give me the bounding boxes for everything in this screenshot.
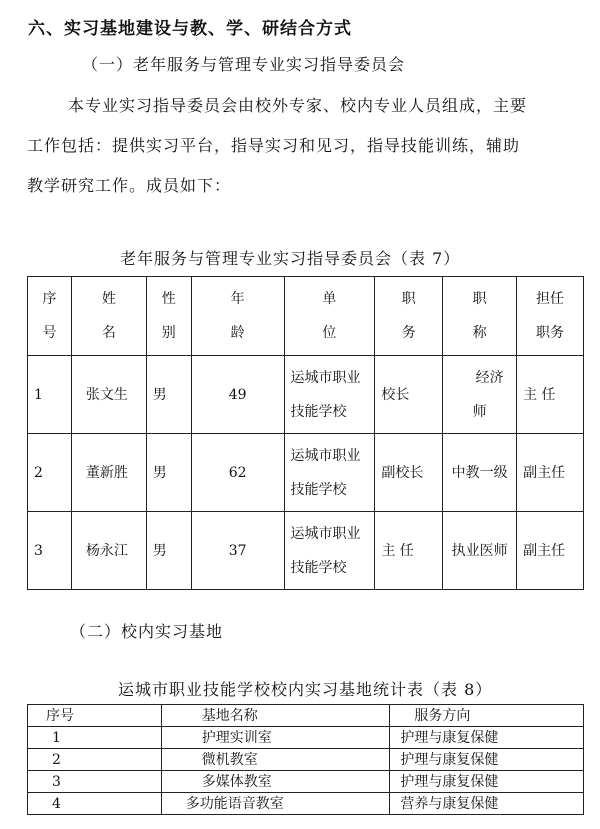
- cell-duty: 校长: [375, 356, 443, 434]
- cell-duty: 主 任: [375, 512, 443, 590]
- paragraph-line: 本专业实习指导委员会由校外专家、校内专业人员组成，主要: [68, 96, 528, 115]
- cell-name: 多媒体教室: [161, 771, 390, 793]
- cell-name: 微机教室: [161, 749, 390, 771]
- cell-direction: 护理与康复保健: [390, 749, 584, 771]
- cell-no: 2: [28, 749, 162, 771]
- header-cell: 担任 职务: [517, 277, 584, 356]
- bases-table: [27, 704, 584, 815]
- cell-unit: 运城市职业 技能学校: [284, 356, 375, 434]
- cell-title: 经济 师: [443, 356, 517, 434]
- cell-role: 主 任: [517, 356, 584, 434]
- table7-caption: 老年服务与管理专业实习指导委员会（表 7）: [120, 249, 461, 268]
- table-header-row: [28, 277, 584, 356]
- cell-name: 董新胜: [71, 434, 146, 512]
- cell-no: 3: [28, 771, 162, 793]
- table-row: [28, 727, 584, 749]
- cell-role: 副主任: [517, 434, 584, 512]
- cell-role: 副主任: [517, 512, 584, 590]
- paragraph-line: 教学研究工作。成员如下：: [27, 176, 232, 195]
- header-cell: 序号: [28, 705, 162, 727]
- header-cell: 年 龄: [191, 277, 284, 356]
- cell-gender: 男: [146, 356, 191, 434]
- table-row: [28, 434, 584, 512]
- header-cell: 服务方向: [390, 705, 584, 727]
- table-header-row: [28, 705, 584, 727]
- subsection-heading-bases: （二）校内实习基地: [70, 622, 224, 641]
- section-heading: 六、实习基地建设与教、学、研结合方式: [28, 19, 352, 39]
- cell-direction: 营养与康复保健: [390, 793, 584, 815]
- cell-no: 1: [28, 727, 162, 749]
- table-row: [28, 793, 584, 815]
- cell-no: 1: [28, 356, 72, 434]
- header-cell: 序 号: [28, 277, 72, 356]
- cell-title: 中教一级: [443, 434, 517, 512]
- cell-no: 4: [28, 793, 162, 815]
- cell-title: 执业医师: [443, 512, 517, 590]
- table-row: [28, 749, 584, 771]
- table-row: [28, 512, 584, 590]
- cell-age: 62: [191, 434, 284, 512]
- table8-caption: 运城市职业技能学校校内实习基地统计表（表 8）: [118, 680, 493, 699]
- cell-name: 杨永江: [71, 512, 146, 590]
- header-cell: 单 位: [284, 277, 375, 356]
- table-row: [28, 356, 584, 434]
- cell-no: 2: [28, 434, 72, 512]
- cell-name: 护理实训室: [161, 727, 390, 749]
- cell-direction: 护理与康复保健: [390, 727, 584, 749]
- header-cell: 基地名称: [161, 705, 390, 727]
- cell-gender: 男: [146, 434, 191, 512]
- cell-age: 49: [191, 356, 284, 434]
- cell-name: 多功能语音教室: [161, 793, 390, 815]
- cell-unit: 运城市职业 技能学校: [284, 434, 375, 512]
- cell-no: 3: [28, 512, 72, 590]
- cell-age: 37: [191, 512, 284, 590]
- header-cell: 职 务: [375, 277, 443, 356]
- subsection-heading-committee: （一）老年服务与管理专业实习指导委员会: [82, 55, 406, 74]
- header-cell: 姓 名: [71, 277, 146, 356]
- cell-direction: 护理与康复保健: [390, 771, 584, 793]
- header-cell: 职 称: [443, 277, 517, 356]
- committee-table: [27, 276, 584, 590]
- paragraph-line: 工作包括：提供实习平台，指导实习和见习，指导技能训练，辅助: [27, 136, 521, 155]
- cell-name: 张文生: [71, 356, 146, 434]
- cell-gender: 男: [146, 512, 191, 590]
- header-cell: 性 别: [146, 277, 191, 356]
- cell-duty: 副校长: [375, 434, 443, 512]
- table-row: [28, 771, 584, 793]
- cell-unit: 运城市职业 技能学校: [284, 512, 375, 590]
